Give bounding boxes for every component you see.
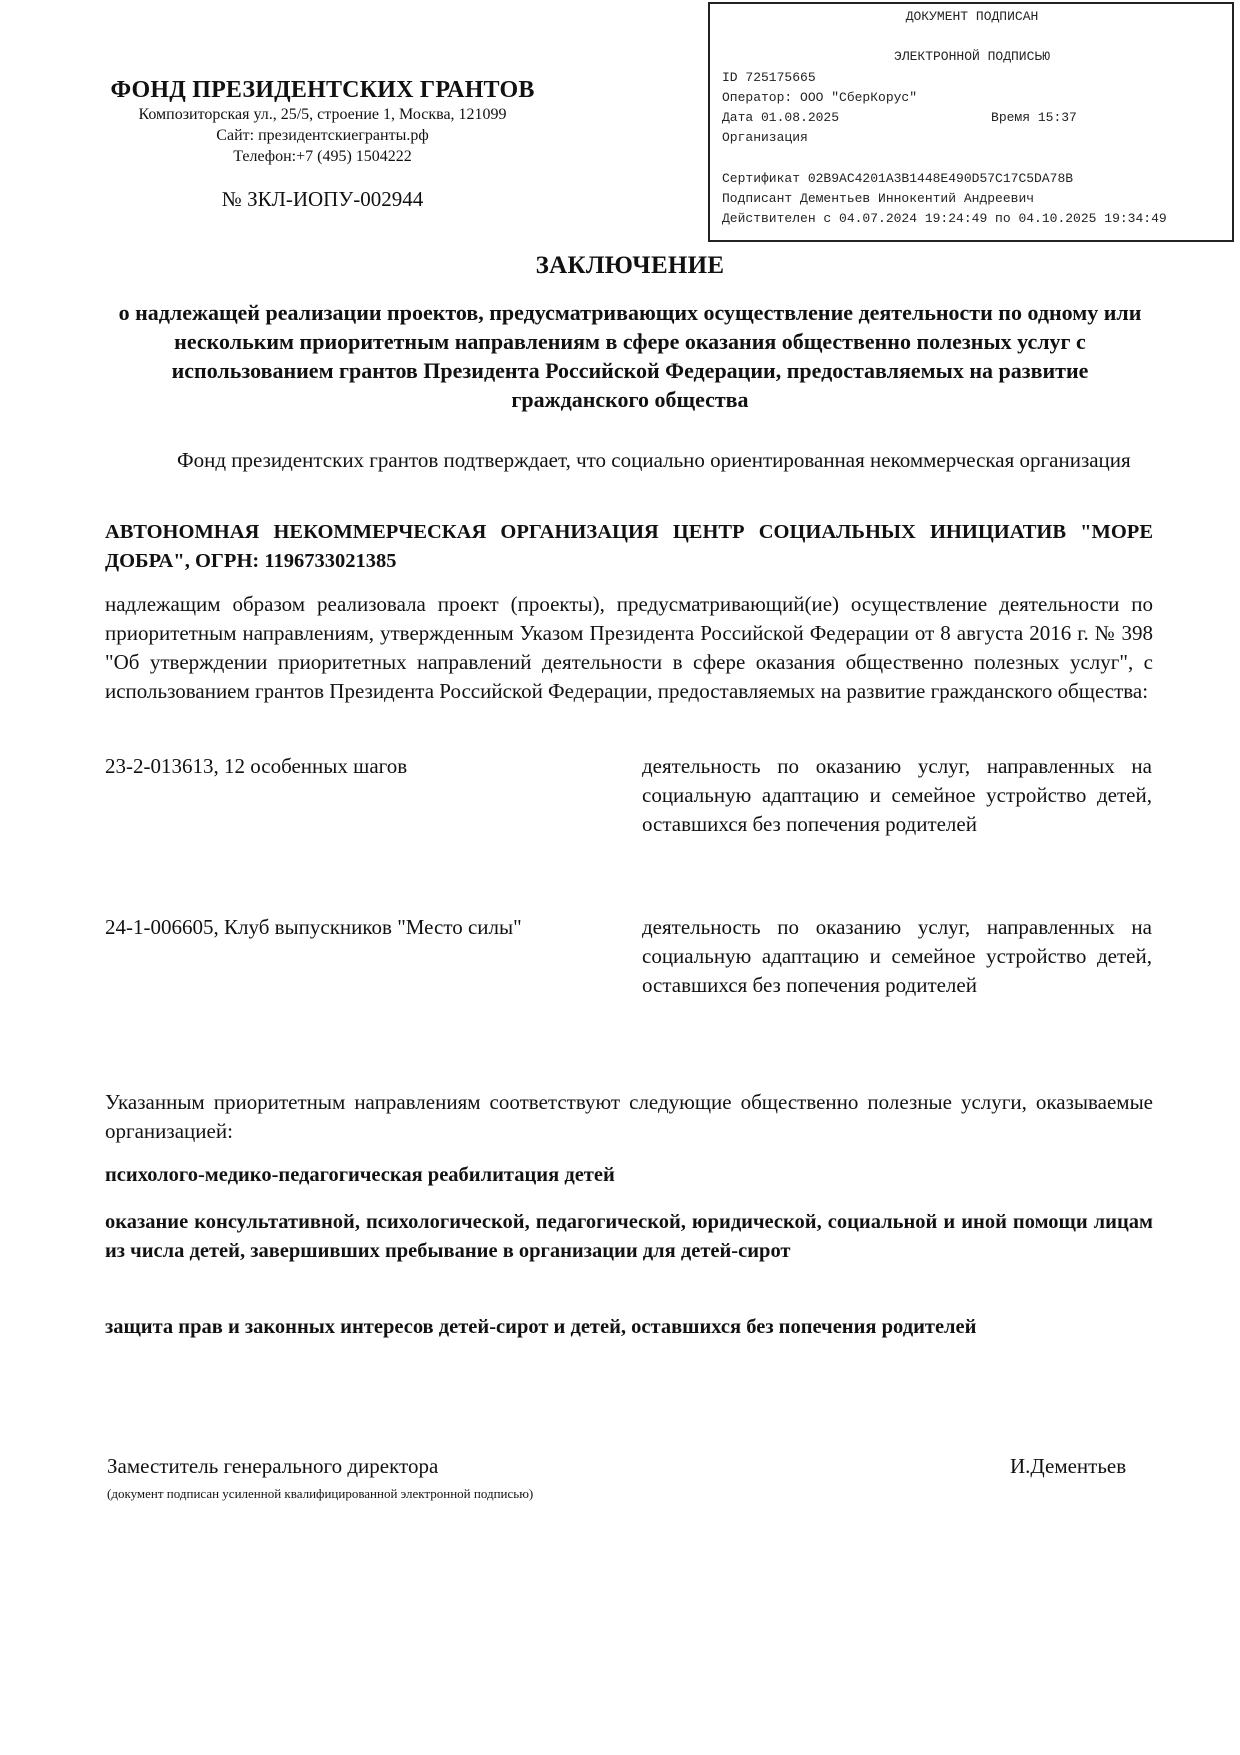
stamp-certificate: Сертификат 02B9AC4201A3B1448E490D57C17C5DA78B [722,170,1074,186]
stamp-signer: Подписант Дементьев Иннокентий Андреевич [722,191,1035,207]
org-address: Композиторская ул., 25/5, строение 1, Москва, 121099 [138,106,507,123]
project-name: 24-1-006605, Клуб выпускников "Место силы" [105,915,522,939]
intro-paragraph: Фонд президентских грантов подтверждает, что социально ориентированная некоммерческая организация [177,448,1131,472]
statement-paragraph: надлежащим образом реализовала проект (проекты), предусматривающий(ие) осуществление деятельности по приоритетным направлениям, утвержденным Указом Президента Российской Федерации от 8 августа 2016 г. № 398 "Об утверждении приоритетных направлений деятельности в сфере оказания общественно полезных услуг", с использованием грантов Президента Российской Федерации, предоставляемых на развитие гражданского общества: [105,592,1153,703]
project-activity: деятельность по оказанию услуг, направленных на социальную адаптацию и семейное устройство детей, оставшихся без попечения родителей [642,754,1152,836]
organization-header [90,76,555,212]
service-item: психолого-медико-педагогическая реабилитация детей [105,1164,615,1186]
signatory-position: Заместитель генерального директора [107,1454,439,1478]
stamp-validity: Действителен с 04.07.2024 19:24:49 по 04.10.2025 19:34:49 [722,211,1167,227]
project-name: 23-2-013613, 12 особенных шагов [105,754,408,778]
document-number: № ЗКЛ-ИОПУ-002944 [221,187,424,211]
service-item: оказание консультативной, психологической, педагогической, юридической, социальной и иной помощи лицам из числа детей, завершивших пребывание в организации для детей-сирот [105,1211,1153,1262]
project-activity: деятельность по оказанию услуг, направленных на социальную адаптацию и семейное устройство детей, оставшихся без попечения родителей [642,915,1152,997]
org-phone: Телефон:+7 (495) 1504222 [233,148,412,165]
stamp-date: Дата 01.08.2025 [722,110,840,126]
stamp-id: ID 725175665 [722,69,816,85]
org-site: Сайт: президентскиегранты.рф [216,127,429,144]
stamp-organization: Организация [722,130,808,146]
signature-stamp [708,2,1234,242]
stamp-operator: Оператор: ООО "СберКорус" [722,89,918,105]
stamp-line-2: ЭЛЕКТРОННОЙ ПОДПИСЬЮ [893,49,1051,65]
stamp-date-time [722,108,1222,128]
service-item: защита прав и законных интересов детей-сирот и детей, оставшихся без попечения родителей [105,1316,977,1338]
org-name: ФОНД ПРЕЗИДЕНТСКИХ ГРАНТОВ [110,77,535,103]
signatory-name: И.Дементьев [1010,1454,1127,1478]
stamp-time: Время 15:37 [991,110,1077,126]
signature-note: (документ подписан усиленной квалифицированной электронной подписью) [107,1486,534,1501]
stamp-line-1: ДОКУМЕНТ ПОДПИСАН [905,9,1039,24]
document-title: ЗАКЛЮЧЕНИЕ [535,252,725,279]
services-intro: Указанным приоритетным направлениям соответствуют следующие общественно полезные услуги, оказываемые организацией: [105,1090,1153,1143]
organization-name: АВТОНОМНАЯ НЕКОММЕРЧЕСКАЯ ОРГАНИЗАЦИЯ ЦЕНТР СОЦИАЛЬНЫХ ИНИЦИАТИВ "МОРЕ ДОБРА", ОГРН: 1196733021385 [105,521,1153,572]
document-subtitle: о надлежащей реализации проектов, предусматривающих осуществление деятельности по одному или нескольким приоритетным направлениям в сфере оказания общественно полезных услуг с использованием грантов Президента Российской Федерации, предоставляемых на развитие гражданского общества [118,300,1142,412]
